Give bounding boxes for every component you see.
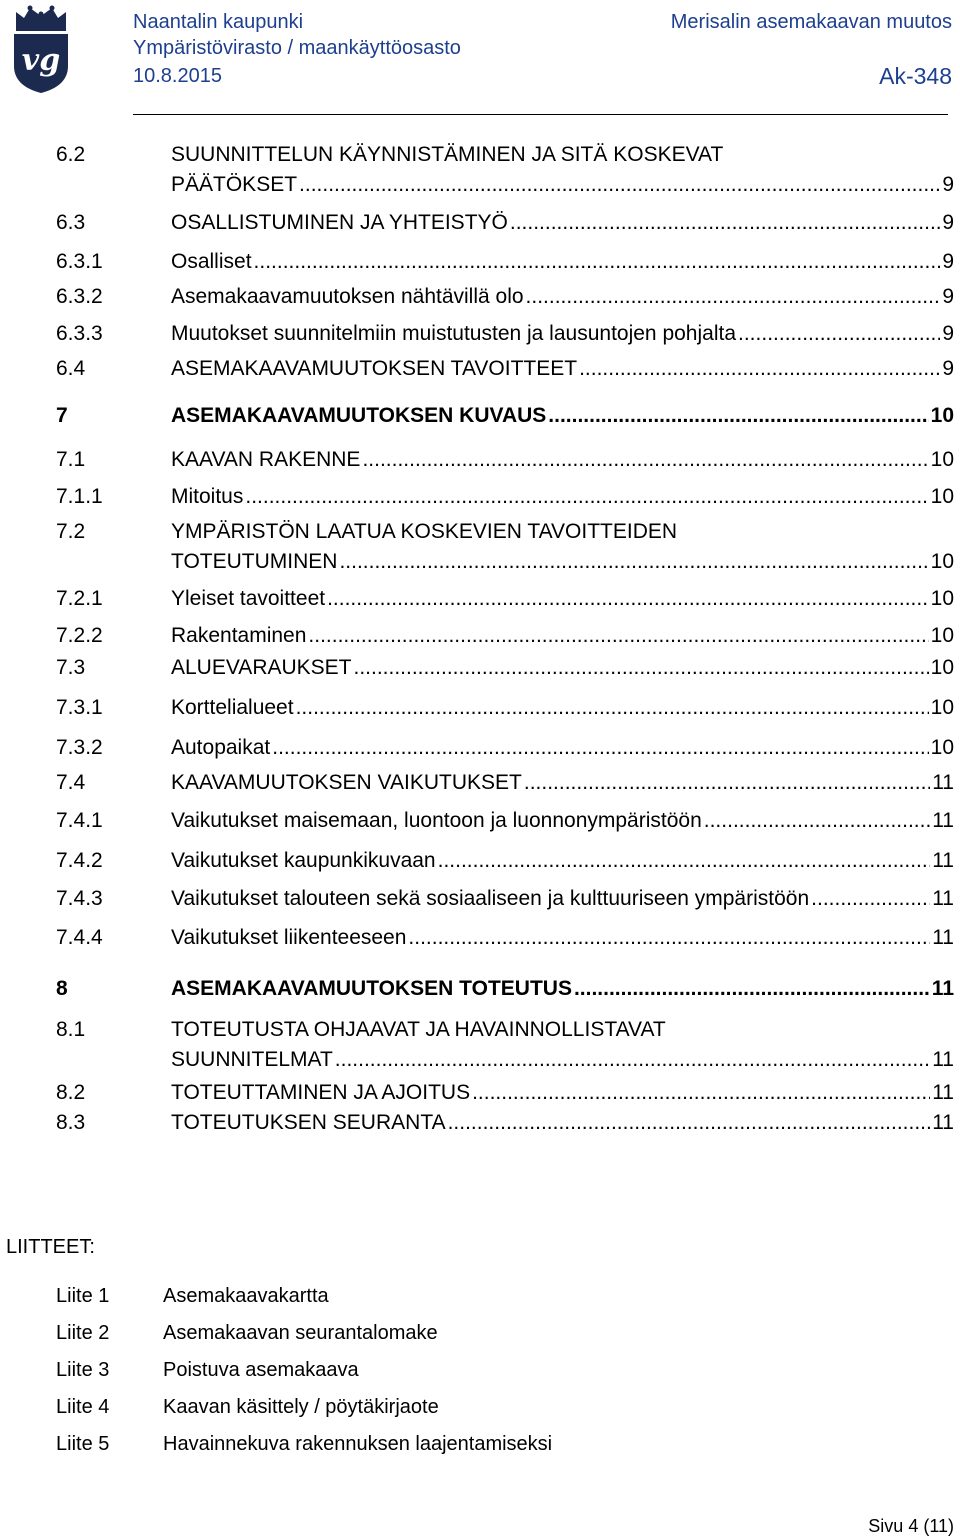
dot-leader <box>548 401 928 431</box>
attachment-name: Asemakaavan seurantalomake <box>163 1322 438 1344</box>
toc-entry-title-continued: PÄÄTÖKSET <box>171 170 299 200</box>
toc-entry-page: 10 <box>930 656 954 679</box>
toc-entry-number: 7.2.2 <box>56 624 103 647</box>
toc-entry-page: 9 <box>942 173 954 196</box>
dot-leader <box>335 1045 930 1075</box>
toc-entry-title: Vaikutukset talouteen sekä sosiaaliseen ja kulttuuriseen ympäristöön <box>171 884 811 914</box>
toc-entry-number: 7.1.1 <box>56 485 103 508</box>
attachment-label: Liite 4 <box>56 1396 110 1418</box>
toc-entry-number: 6.4 <box>56 357 86 380</box>
toc-entry-page: 10 <box>930 448 954 471</box>
toc-entry-page: 10 <box>930 624 954 647</box>
toc-entry-page: 11 <box>932 1048 954 1071</box>
dot-leader <box>438 846 931 876</box>
toc-entry-number: 8 <box>56 977 68 1000</box>
toc-entry-title: Vaikutukset maisemaan, luontoon ja luonnonympäristöön <box>171 806 704 836</box>
toc-entry-page: 11 <box>932 1111 954 1134</box>
dot-leader <box>811 884 930 914</box>
toc-entry-page: 10 <box>930 696 954 719</box>
toc-entry-page: 10 <box>930 587 954 610</box>
toc-entry-title: KAAVAMUUTOKSEN VAIKUTUKSET <box>171 768 524 798</box>
toc-entry-title: Rakentaminen <box>171 621 308 651</box>
toc-entry-title-continued: SUUNNITELMAT <box>171 1045 335 1075</box>
dot-leader <box>704 806 930 836</box>
toc-entry-title: ALUEVARAUKSET <box>171 653 354 683</box>
toc-entry-title: TOTEUTTAMINEN JA AJOITUS <box>171 1078 472 1108</box>
toc-entry-number: 6.3.1 <box>56 250 103 273</box>
dot-leader <box>448 1108 931 1138</box>
header-date: 10.8.2015 <box>133 65 222 87</box>
dot-leader <box>574 974 930 1004</box>
dot-leader <box>526 282 941 312</box>
toc-entry-page: 9 <box>942 285 954 308</box>
toc-entry[interactable] <box>56 1015 954 1075</box>
attachments-heading: LIITTEET: <box>6 1236 95 1258</box>
toc-entry-page: 11 <box>932 809 954 832</box>
attachment-label: Liite 5 <box>56 1433 110 1455</box>
toc-entry-title: KAAVAN RAKENNE <box>171 445 362 475</box>
attachment-label: Liite 2 <box>56 1322 110 1344</box>
toc-entry-title: Mitoitus <box>171 482 245 512</box>
dot-leader <box>245 482 928 512</box>
dot-leader <box>299 170 940 200</box>
toc-entry-number: 7.1 <box>56 448 86 471</box>
toc-entry-title: TOTEUTUKSEN SEURANTA <box>171 1108 448 1138</box>
attachment-name: Poistuva asemakaava <box>163 1359 359 1381</box>
toc-entry[interactable] <box>56 517 954 577</box>
toc-entry-number: 6.2 <box>56 143 86 166</box>
toc-entry-page: 11 <box>932 1081 954 1104</box>
toc-entry-title: ASEMAKAAVAMUUTOKSEN TOTEUTUS <box>171 974 574 1004</box>
toc-entry-number: 8.2 <box>56 1081 86 1104</box>
toc-entry-title: Korttelialueet <box>171 693 296 723</box>
toc-entry-number: 7.3.2 <box>56 736 103 759</box>
header-department: Ympäristövirasto / maankäyttöosasto <box>133 37 461 59</box>
toc-entry-title: SUUNNITTELUN KÄYNNISTÄMINEN JA SITÄ KOSKEVAT <box>171 143 724 166</box>
toc-entry-title: Vaikutukset liikenteeseen <box>171 923 408 953</box>
svg-text:vg: vg <box>21 43 61 78</box>
toc-entry-number: 7.3 <box>56 656 86 679</box>
toc-entry-number: 7.4.2 <box>56 849 103 872</box>
dot-leader <box>472 1078 930 1108</box>
toc-entry-title: OSALLISTUMINEN JA YHTEISTYÖ <box>171 208 510 238</box>
toc-entry-title: Osalliset <box>171 247 254 277</box>
toc-entry-title: Autopaikat <box>171 733 272 763</box>
toc-entry-number: 7.4.3 <box>56 887 103 910</box>
toc-entry-page: 10 <box>930 485 954 508</box>
toc-entry-page: 9 <box>942 250 954 273</box>
toc-entry-number: 6.3.3 <box>56 322 103 345</box>
toc-entry-title: Yleiset tavoitteet <box>171 584 327 614</box>
toc-entry-number: 7.4.1 <box>56 809 103 832</box>
attachment-name: Havainnekuva rakennuksen laajentamiseksi <box>163 1433 553 1455</box>
toc-entry-page: 11 <box>932 887 954 910</box>
dot-leader <box>272 733 928 763</box>
toc-entry-title: Muutokset suunnitelmiin muistutusten ja lausuntojen pohjalta <box>171 319 738 349</box>
toc-entry-page: 10 <box>930 736 954 759</box>
dot-leader <box>308 621 928 651</box>
page-number: Sivu 4 (11) <box>868 1516 954 1536</box>
toc-entry-page: 9 <box>942 357 954 380</box>
toc-entry-title: Asemakaavamuutoksen nähtävillä olo <box>171 282 526 312</box>
attachment-label: Liite 3 <box>56 1359 110 1381</box>
toc-entry-page: 9 <box>942 322 954 345</box>
toc-entry-number: 8.1 <box>56 1018 86 1041</box>
toc-entry-title: TOTEUTUSTA OHJAAVAT JA HAVAINNOLLISTAVAT <box>171 1018 666 1041</box>
attachment-name: Kaavan käsittely / pöytäkirjaote <box>163 1396 439 1418</box>
dot-leader <box>362 445 928 475</box>
toc-entry-number: 6.3 <box>56 211 86 234</box>
toc-entry-page: 11 <box>932 771 954 794</box>
toc-entry-title: YMPÄRISTÖN LAATUA KOSKEVIEN TAVOITTEIDEN <box>171 520 678 543</box>
dot-leader <box>339 547 928 577</box>
toc-entry-title: Vaikutukset kaupunkikuvaan <box>171 846 438 876</box>
toc-entry-number: 7 <box>56 404 68 427</box>
toc-entry-number: 6.3.2 <box>56 285 103 308</box>
toc-entry-page: 11 <box>932 849 954 872</box>
toc-entry-page: 11 <box>931 977 954 1000</box>
attachment-label: Liite 1 <box>56 1285 110 1307</box>
dot-leader <box>254 247 941 277</box>
toc-entry-page: 10 <box>930 404 954 427</box>
toc-entry-number: 7.4.4 <box>56 926 103 949</box>
toc-entry-title: ASEMAKAAVAMUUTOKSEN TAVOITTEET <box>171 354 579 384</box>
dot-leader <box>327 584 929 614</box>
toc-entry-number: 7.2.1 <box>56 587 103 610</box>
toc-entry-number: 8.3 <box>56 1111 86 1134</box>
header-document-title: Merisalin asemakaavan muutos <box>670 11 952 33</box>
toc-entry-page: 11 <box>932 926 954 949</box>
dot-leader <box>738 319 940 349</box>
dot-leader <box>296 693 929 723</box>
toc-entry-number: 7.4 <box>56 771 86 794</box>
toc-entry-page: 9 <box>942 211 954 234</box>
toc-entry-title: ASEMAKAAVAMUUTOKSEN KUVAUS <box>171 401 548 431</box>
dot-leader <box>579 354 940 384</box>
attachment-name: Asemakaavakartta <box>163 1285 329 1307</box>
toc-entry-number: 7.3.1 <box>56 696 103 719</box>
dot-leader <box>510 208 940 238</box>
toc-entry-number: 7.2 <box>56 520 86 543</box>
toc-entry-title-continued: TOTEUTUMINEN <box>171 547 339 577</box>
toc-entry[interactable] <box>56 140 954 200</box>
dot-leader <box>354 653 929 683</box>
dot-leader <box>408 923 930 953</box>
header-document-code: Ak-348 <box>879 63 952 89</box>
header-organization: Naantalin kaupunki <box>133 11 304 33</box>
dot-leader <box>524 768 930 798</box>
toc-entry-page: 10 <box>930 550 954 573</box>
